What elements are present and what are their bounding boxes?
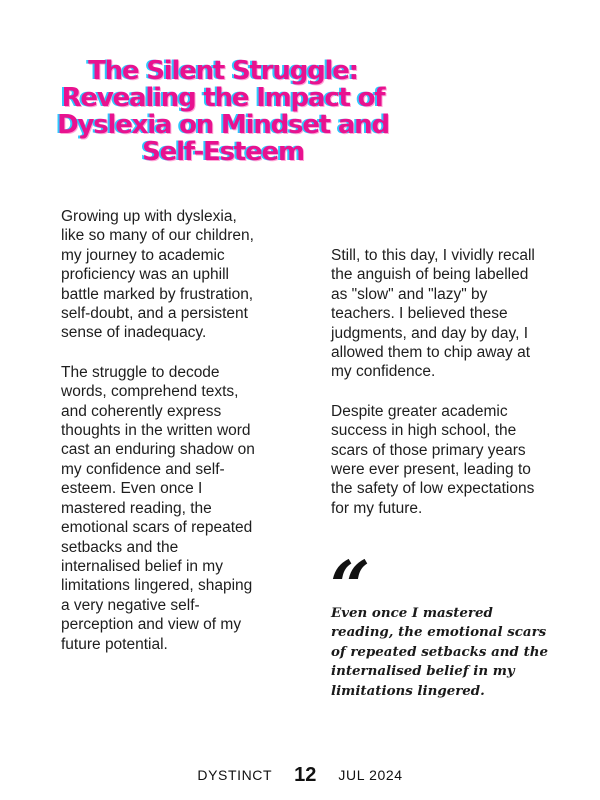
page-number: 12 — [294, 763, 317, 786]
title-line: Self-Esteem — [142, 137, 304, 167]
body-paragraph: The struggle to decode words, comprehend texts, and coherently express thoughts in the written word cast an enduring shadow on my confidence and self-esteem. Even once I mastered reading, the emotional scars of repeated setbacks and the internalised belief in my limitations lingered, shaping a very negative self-perception and view of my future potential. — [61, 363, 255, 653]
body-paragraph: Despite greater academic success in high school, the scars of those primary years were ever present, leading to the safety of low expectations for my future. — [331, 402, 535, 517]
body-paragraph: Growing up with dyslexia, like so many of our children, my journey to academic proficiency was an uphill battle marked by frustration, self-doubt, and a persistent sense of inadequacy. — [61, 208, 254, 342]
right-column — [331, 246, 541, 518]
title-line: The Silent Struggle: — [88, 56, 358, 86]
article-title — [40, 58, 406, 166]
pull-quote: Even once I mastered reading, the emotional scars of repeated setbacks and the internalised belief in my limitations lingered. — [331, 605, 549, 699]
issue-date: JUL 2024 — [338, 767, 403, 783]
quote-mark-icon: “ — [330, 545, 371, 628]
title-line: Revealing the Impact of — [61, 83, 385, 113]
left-column — [61, 207, 261, 654]
title-line: Dyslexia on Mindset and — [57, 110, 389, 140]
page-footer — [0, 762, 600, 788]
magazine-name: DYSTINCT — [197, 767, 273, 783]
body-paragraph: Still, to this day, I vividly recall the anguish of being labelled as "slow" and "lazy" by teachers. I believed these judgments, and day by day, I allowed them to chip away at my confidence. — [331, 247, 535, 381]
